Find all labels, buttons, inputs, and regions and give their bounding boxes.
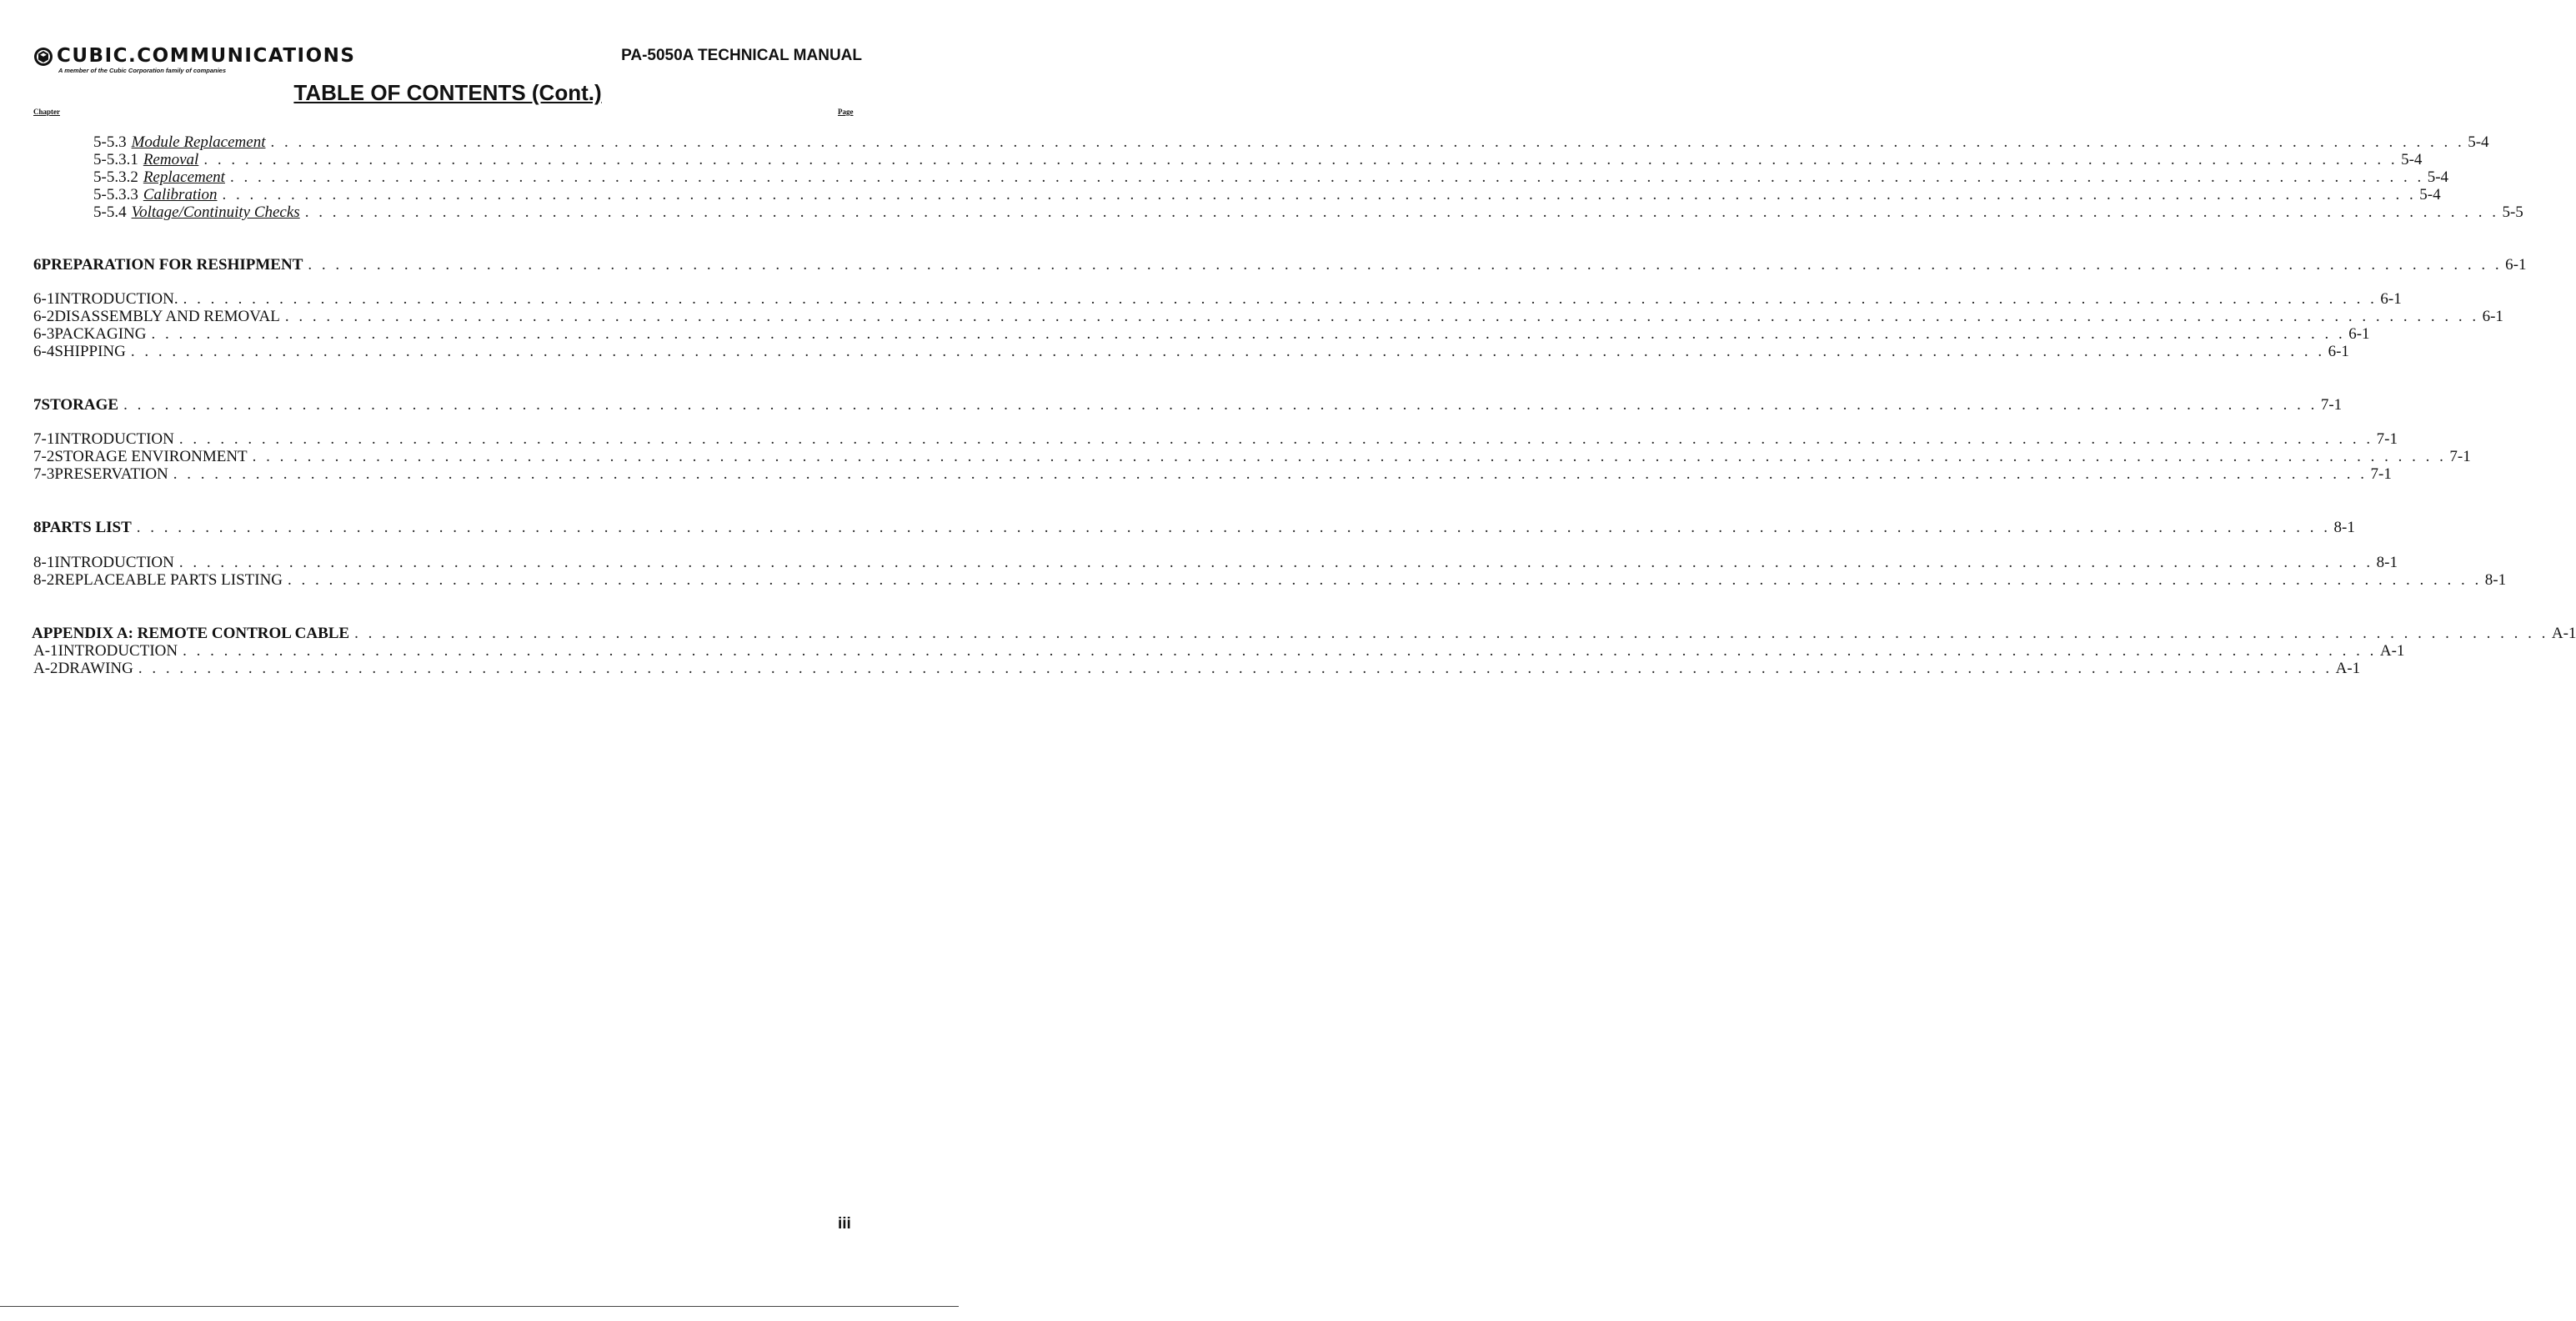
toc-entry-title: Module Replacement — [131, 133, 266, 151]
cubic-logo-icon — [33, 47, 53, 67]
toc-entry-number: 6-3 — [33, 325, 55, 343]
toc-entry-number: 6-2 — [33, 308, 55, 325]
brand-tagline: A member of the Cubic Corporation family of companies — [58, 67, 226, 74]
toc-entry-page: 6-1 — [2348, 325, 2370, 343]
toc-entry-title: INTRODUCTION — [54, 430, 174, 448]
toc-entry-number: 6-1 — [33, 290, 55, 308]
bottom-rule — [0, 1306, 959, 1307]
toc-entry-title: Voltage/Continuity Checks — [131, 203, 300, 221]
toc-entry-title: SHIPPING — [54, 343, 126, 360]
dot-leader: . . . . . . . . . . . . . . . . . . . . . . . . . . . . . . . . . . . . . . . . . . . . . . . . . . . . . . . . . . . . . . . . . . . . . . . . . . . . . . . . . . . . . . . . . . . . . . . . . . . . . . . . . . . . . . . . . . . . . . . . . . . . . . . . . . . . . . . . . . . . . . . . . . . . . . . . . . . . . . . . — [130, 343, 2325, 360]
toc-entry — [93, 151, 2423, 169]
toc-entry-number: 5-5.4 — [93, 203, 127, 221]
toc-entry — [33, 660, 2361, 678]
toc-entry-number: 8-1 — [33, 554, 55, 571]
dot-leader: . . . . . . . . . . . . . . . . . . . . . . . . . . . . . . . . . . . . . . . . . . . . . . . . . . . . . . . . . . . . . . . . . . . . . . . . . . . . . . . . . . . . . . . . . . . . . . . . . . . . . . . . . . . . . . . . . . . . . . . . . . . . . . . . . . . . . . . . . . . . . . . . . . . . . . . . . . . . . . . . — [178, 554, 2373, 571]
toc-entry-title: STORAGE — [41, 396, 119, 414]
brand-name: CUBIC.COMMUNICATIONS — [57, 45, 356, 67]
toc-entry — [93, 168, 2449, 187]
dot-leader: . . . . . . . . . . . . . . . . . . . . . . . . . . . . . . . . . . . . . . . . . . . . . . . . . . . . . . . . . . . . . . . . . . . . . . . . . . . . . . . . . . . . . . . . . . . . . . . . . . . . . . . . . . . . . . . . . . . . . . . . . . . . . . . . . . . . . . . . . . . . . . . . . . . . . . . . . . . . . . . . — [123, 396, 2318, 414]
toc-entry-number: 7-3 — [33, 465, 55, 483]
toc-entry-page: 6-1 — [2380, 290, 2402, 308]
toc-entry-title: PRESERVATION — [54, 465, 168, 483]
toc-entry-number: 5-5.3.1 — [93, 151, 138, 168]
toc-entry — [33, 519, 2355, 537]
dot-leader: . . . . . . . . . . . . . . . . . . . . . . . . . . . . . . . . . . . . . . . . . . . . . . . . . . . . . . . . . . . . . . . . . . . . . . . . . . . . . . . . . . . . . . . . . . . . . . . . . . . . . . . . . . . . . . . . . . . . . . . . . . . . . . . . . . . . . . . . . . . . . . . . . . . . . . . . . . . . . . . . — [304, 203, 2499, 221]
toc-entry-title: STORAGE ENVIRONMENT — [54, 448, 248, 465]
toc-entry-title: INTRODUCTION — [54, 554, 174, 571]
toc-entry-title: DRAWING — [58, 660, 133, 677]
toc-entry-number: 5-5.3 — [93, 133, 127, 151]
dot-leader: . . . . . . . . . . . . . . . . . . . . . . . . . . . . . . . . . . . . . . . . . . . . . . . . . . . . . . . . . . . . . . . . . . . . . . . . . . . . . . . . . . . . . . . . . . . . . . . . . . . . . . . . . . . . . . . . . . . . . . . . . . . . . . . . . . . . . . . . . . . . . . . . . . . . . . . . . . . . . . . . — [270, 133, 2465, 151]
toc-entry — [33, 642, 2405, 660]
toc-entry-title: Removal — [143, 151, 199, 168]
toc-entry — [33, 325, 2370, 344]
toc-entry-title: INTRODUCTION — [58, 642, 178, 660]
toc-entry-title: PREPARATION FOR RESHIPMENT — [41, 256, 303, 274]
toc-entry — [93, 186, 2441, 204]
toc-entry-page: 8-1 — [2376, 554, 2398, 571]
toc-entry-number: 7 — [33, 396, 42, 414]
dot-leader: . . . . . . . . . . . . . . . . . . . . . . . . . . . . . . . . . . . . . . . . . . . . . . . . . . . . . . . . . . . . . . . . . . . . . . . . . . . . . . . . . . . . . . . . . . . . . . . . . . . . . . . . . . . . . . . . . . . . . . . . . . . . . . . . . . . . . . . . . . . . . . . . . . . . . . . . . . . . . . . . — [183, 290, 2378, 308]
toc-entry-title: DISASSEMBLY AND REMOVAL — [54, 308, 280, 325]
page-number: iii — [838, 1215, 851, 1233]
toc-entry — [33, 571, 2507, 590]
toc-entry-title: PARTS LIST — [41, 519, 132, 536]
toc-entry-title: Calibration — [143, 186, 218, 203]
chapter-column-label: Chapter — [33, 108, 60, 116]
toc-entry-page: A-1 — [2551, 625, 2576, 642]
toc-entry-number: 7-1 — [33, 430, 55, 448]
toc-entry-number: A-2 — [33, 660, 58, 677]
toc-entry-title: REPLACEABLE PARTS LISTING — [54, 571, 283, 589]
toc-entry — [33, 256, 2527, 274]
toc-entry — [33, 554, 2398, 572]
manual-title: PA-5050A TECHNICAL MANUAL — [621, 47, 862, 64]
toc-entry-page: 6-1 — [2482, 308, 2503, 325]
toc-entry — [32, 625, 2576, 643]
toc-entry — [33, 448, 2471, 466]
toc-entry-page: 5-4 — [2427, 168, 2449, 186]
toc-entry-number: A-1 — [33, 642, 58, 660]
toc-entry — [33, 396, 2343, 414]
toc-entry — [33, 465, 2392, 484]
toc-entry-page: 6-1 — [2328, 343, 2349, 360]
toc-entry-title: INTRODUCTION. — [54, 290, 178, 308]
page-title: TABLE OF CONTENTS (Cont.) — [293, 80, 602, 105]
dot-leader: . . . . . . . . . . . . . . . . . . . . . . . . . . . . . . . . . . . . . . . . . . . . . . . . . . . . . . . . . . . . . . . . . . . . . . . . . . . . . . . . . . . . . . . . . . . . . . . . . . . . . . . . . . . . . . . . . . . . . . . . . . . . . . . . . . . . . . . . . . . . . . . . . . . . . . . . . . . . . . . . — [138, 660, 2333, 677]
toc-entry — [93, 133, 2489, 152]
toc-entry — [33, 308, 2503, 326]
toc-entry-page: 7-1 — [2376, 430, 2398, 448]
toc-entry-page: 8-1 — [2484, 571, 2507, 589]
toc-entry-number: 6-4 — [33, 343, 55, 360]
toc-entry-number: 5-5.3.2 — [93, 168, 138, 186]
dot-leader: . . . . . . . . . . . . . . . . . . . . . . . . . . . . . . . . . . . . . . . . . . . . . . . . . . . . . . . . . . . . . . . . . . . . . . . . . . . . . . . . . . . . . . . . . . . . . . . . . . . . . . . . . . . . . . . . . . . . . . . . . . . . . . . . . . . . . . . . . . . . . . . . . . . . . . . . . . . . . . . . — [222, 186, 2417, 203]
toc-entry-page: 5-4 — [2468, 133, 2489, 151]
toc-entry-page: 5-4 — [2419, 186, 2441, 203]
toc-entry — [93, 203, 2523, 222]
toc-entry-page: 7-1 — [2449, 448, 2471, 465]
toc-entry-number: 8 — [33, 519, 42, 536]
dot-leader: . . . . . . . . . . . . . . . . . . . . . . . . . . . . . . . . . . . . . . . . . . . . . . . . . . . . . . . . . . . . . . . . . . . . . . . . . . . . . . . . . . . . . . . . . . . . . . . . . . . . . . . . . . . . . . . . . . . . . . . . . . . . . . . . . . . . . . . . . . . . . . . . . . . . . . . . . . . . . . . . — [203, 151, 2398, 168]
dot-leader: . . . . . . . . . . . . . . . . . . . . . . . . . . . . . . . . . . . . . . . . . . . . . . . . . . . . . . . . . . . . . . . . . . . . . . . . . . . . . . . . . . . . . . . . . . . . . . . . . . . . . . . . . . . . . . . . . . . . . . . . . . . . . . . . . . . . . . . . . . . . . . . . . . . . . . . . . . . . . . . . — [284, 308, 2479, 325]
dot-leader: . . . . . . . . . . . . . . . . . . . . . . . . . . . . . . . . . . . . . . . . . . . . . . . . . . . . . . . . . . . . . . . . . . . . . . . . . . . . . . . . . . . . . . . . . . . . . . . . . . . . . . . . . . . . . . . . . . . . . . . . . . . . . . . . . . . . . . . . . . . . . . . . . . . . . . . . . . . . . . . . — [183, 642, 2377, 660]
toc-entry-title: PACKAGING — [54, 325, 147, 343]
toc-entry-page: 5-4 — [2401, 151, 2423, 168]
toc-entry-page: 6-1 — [2505, 256, 2527, 274]
toc-entry-page: 5-5 — [2502, 203, 2523, 221]
toc-entry-title: APPENDIX A: REMOTE CONTROL CABLE — [32, 625, 350, 642]
toc-entry-title: Replacement — [143, 168, 225, 186]
dot-leader: . . . . . . . . . . . . . . . . . . . . . . . . . . . . . . . . . . . . . . . . . . . . . . . . . . . . . . . . . . . . . . . . . . . . . . . . . . . . . . . . . . . . . . . . . . . . . . . . . . . . . . . . . . . . . . . . . . . . . . . . . . . . . . . . . . . . . . . . . . . . . . . . . . . . . . . . . . . . . . . . — [178, 430, 2373, 448]
toc-entry-page: 8-1 — [2333, 519, 2355, 536]
toc-entry-page: 7-1 — [2320, 396, 2343, 414]
dot-leader: . . . . . . . . . . . . . . . . . . . . . . . . . . . . . . . . . . . . . . . . . . . . . . . . . . . . . . . . . . . . . . . . . . . . . . . . . . . . . . . . . . . . . . . . . . . . . . . . . . . . . . . . . . . . . . . . . . . . . . . . . . . . . . . . . . . . . . . . . . . . . . . . . . . . . . . . . . . . . . . . — [229, 168, 2424, 186]
toc-entry — [33, 290, 2402, 309]
toc-entry-page: A-1 — [2379, 642, 2405, 660]
toc-entry — [33, 430, 2398, 449]
toc-entry-number: 6 — [33, 256, 42, 274]
page-column-label: Page — [838, 108, 854, 116]
toc-entry-number: 5-5.3.3 — [93, 186, 138, 203]
dot-leader: . . . . . . . . . . . . . . . . . . . . . . . . . . . . . . . . . . . . . . . . . . . . . . . . . . . . . . . . . . . . . . . . . . . . . . . . . . . . . . . . . . . . . . . . . . . . . . . . . . . . . . . . . . . . . . . . . . . . . . . . . . . . . . . . . . . . . . . . . . . . . . . . . . . . . . . . . . . . . . . . — [136, 519, 2331, 536]
toc-entry-number: 7-2 — [33, 448, 55, 465]
dot-leader: . . . . . . . . . . . . . . . . . . . . . . . . . . . . . . . . . . . . . . . . . . . . . . . . . . . . . . . . . . . . . . . . . . . . . . . . . . . . . . . . . . . . . . . . . . . . . . . . . . . . . . . . . . . . . . . . . . . . . . . . . . . . . . . . . . . . . . . . . . . . . . . . . . . . . . . . . . . . . . . . — [354, 625, 2548, 642]
dot-leader: . . . . . . . . . . . . . . . . . . . . . . . . . . . . . . . . . . . . . . . . . . . . . . . . . . . . . . . . . . . . . . . . . . . . . . . . . . . . . . . . . . . . . . . . . . . . . . . . . . . . . . . . . . . . . . . . . . . . . . . . . . . . . . . . . . . . . . . . . . . . . . . . . . . . . . . . . . . . . . . . — [288, 571, 2482, 589]
toc-entry — [33, 343, 2349, 361]
dot-leader: . . . . . . . . . . . . . . . . . . . . . . . . . . . . . . . . . . . . . . . . . . . . . . . . . . . . . . . . . . . . . . . . . . . . . . . . . . . . . . . . . . . . . . . . . . . . . . . . . . . . . . . . . . . . . . . . . . . . . . . . . . . . . . . . . . . . . . . . . . . . . . . . . . . . . . . . . . . . . . . . — [308, 256, 2503, 274]
dot-leader: . . . . . . . . . . . . . . . . . . . . . . . . . . . . . . . . . . . . . . . . . . . . . . . . . . . . . . . . . . . . . . . . . . . . . . . . . . . . . . . . . . . . . . . . . . . . . . . . . . . . . . . . . . . . . . . . . . . . . . . . . . . . . . . . . . . . . . . . . . . . . . . . . . . . . . . . . . . . . . . . — [151, 325, 2346, 343]
toc-entry-page: A-1 — [2335, 660, 2361, 677]
dot-leader: . . . . . . . . . . . . . . . . . . . . . . . . . . . . . . . . . . . . . . . . . . . . . . . . . . . . . . . . . . . . . . . . . . . . . . . . . . . . . . . . . . . . . . . . . . . . . . . . . . . . . . . . . . . . . . . . . . . . . . . . . . . . . . . . . . . . . . . . . . . . . . . . . . . . . . . . . . . . . . . . — [252, 448, 2447, 465]
toc-entry-page: 7-1 — [2370, 465, 2392, 483]
document-header — [33, 43, 867, 77]
dot-leader: . . . . . . . . . . . . . . . . . . . . . . . . . . . . . . . . . . . . . . . . . . . . . . . . . . . . . . . . . . . . . . . . . . . . . . . . . . . . . . . . . . . . . . . . . . . . . . . . . . . . . . . . . . . . . . . . . . . . . . . . . . . . . . . . . . . . . . . . . . . . . . . . . . . . . . . . . . . . . . . . — [173, 465, 2368, 483]
toc-entry-number: 8-2 — [33, 571, 55, 589]
